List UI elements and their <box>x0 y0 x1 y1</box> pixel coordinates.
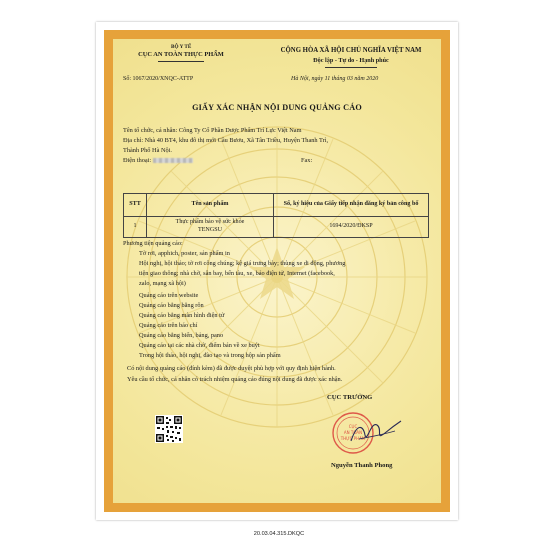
cell-product <box>147 217 274 238</box>
media-print-2: Hội nghị, hội thảo; tờ rơi công chúng; kệ giá trưng bày; thùng xe di động, phương <box>139 260 346 267</box>
org-fax: Fax: <box>301 157 313 164</box>
org-phone <box>123 158 193 164</box>
cell-registration: 1694/2020/ĐKSP <box>274 217 429 238</box>
ministry-name: BỘ Y TẾ <box>171 44 192 50</box>
media-print-1: Tờ rơi, apphich, poster, sản phẩm in <box>139 250 230 257</box>
signer-name: Nguyễn Thanh Phong <box>331 462 393 469</box>
svg-text:CỤC: CỤC <box>348 424 358 429</box>
agency-name: CỤC AN TOÀN THỰC PHẨM <box>138 51 224 58</box>
document-title: GIẤY XÁC NHẬN NỘI DUNG QUẢNG CÁO <box>192 103 362 112</box>
document-number: Số: 1067/2020/XNQC-ATTP <box>123 76 194 82</box>
document-code: 20.03.04.315.DKQC <box>253 531 305 537</box>
document-date: Hà Nội, ngày 11 tháng 03 năm 2020 <box>291 76 379 82</box>
media-print-4: zalo, mạng xã hội) <box>139 280 186 287</box>
country-name: CỘNG HÒA XÃ HỘI CHỦ NGHĨA VIỆT NAM <box>280 47 422 54</box>
media-item: Quảng cáo bằng màn hình điện tử <box>139 312 225 319</box>
certificate-page <box>96 22 458 520</box>
org-name: Tên tổ chức, cá nhân: Công Ty Cổ Phần Dược Phẩm Trí Lực Việt Nam <box>123 127 302 134</box>
cell-stt: 1 <box>124 217 147 238</box>
media-heading: Phương tiện quảng cáo: <box>123 240 183 247</box>
phone-label: Điện thoại: <box>123 157 152 164</box>
product-table <box>123 193 429 238</box>
table-header-row <box>124 194 429 217</box>
motto-underline <box>325 67 377 68</box>
media-print-3: tiện giao thông; nhà chờ, sân bay, bến tàu, xe, bảo điện tử, Internet (facebook, <box>139 270 335 277</box>
national-motto: Độc lập - Tự do - Hạnh phúc <box>313 57 389 64</box>
signer-role: CỤC TRƯỞNG <box>327 394 373 401</box>
media-item: Trong hội thảo, hội nghị, đào tạo và trong hộp sản phẩm <box>139 352 281 359</box>
product-line-2: TENGSU <box>197 227 223 233</box>
col-product: Tên sản phẩm <box>147 194 274 217</box>
responsibility-note: Yêu cầu tổ chức, cá nhân có trách nhiệm quảng cáo đúng nội dung đã được xác nhận. <box>127 376 343 383</box>
media-item: Quảng cáo bằng biển, bảng, pano <box>139 332 224 339</box>
redacted-phone <box>153 158 193 163</box>
media-item: Quảng cáo trên website <box>139 292 199 299</box>
agency-underline <box>158 61 204 62</box>
org-address-2: Thành Phố Hà Nội. <box>123 147 172 154</box>
approval-note: Có nội dung quảng cáo (đính kèm) đã được duyệt phù hợp với quy định hiện hành. <box>127 365 336 372</box>
org-address-1: Địa chỉ: Nhà 40 BT4, khu đô thị mới Cầu Bươu, Xã Tân Triều, Huyện Thanh Trì, <box>123 137 329 144</box>
media-item: Quảng cáo trên báo chí <box>139 322 198 329</box>
svg-text:THỰC PHẨM: THỰC PHẨM <box>340 436 366 441</box>
qr-code <box>155 415 183 443</box>
handwritten-signature <box>345 411 407 455</box>
media-item: Quảng cáo bằng băng rôn <box>139 302 204 309</box>
svg-text:AN TOÀN: AN TOÀN <box>343 430 363 435</box>
product-line-1: Thực phẩm bảo vệ sức khỏe <box>175 219 245 226</box>
certificate-frame <box>104 30 450 512</box>
col-registration: Số, ký hiệu của Giấy tiếp nhận đăng ký bản công bố <box>274 194 429 217</box>
media-item: Quảng cáo tại các nhà chờ, điểm bán về xe buýt <box>139 342 260 349</box>
table-row <box>124 217 429 238</box>
col-stt: STT <box>124 194 147 217</box>
